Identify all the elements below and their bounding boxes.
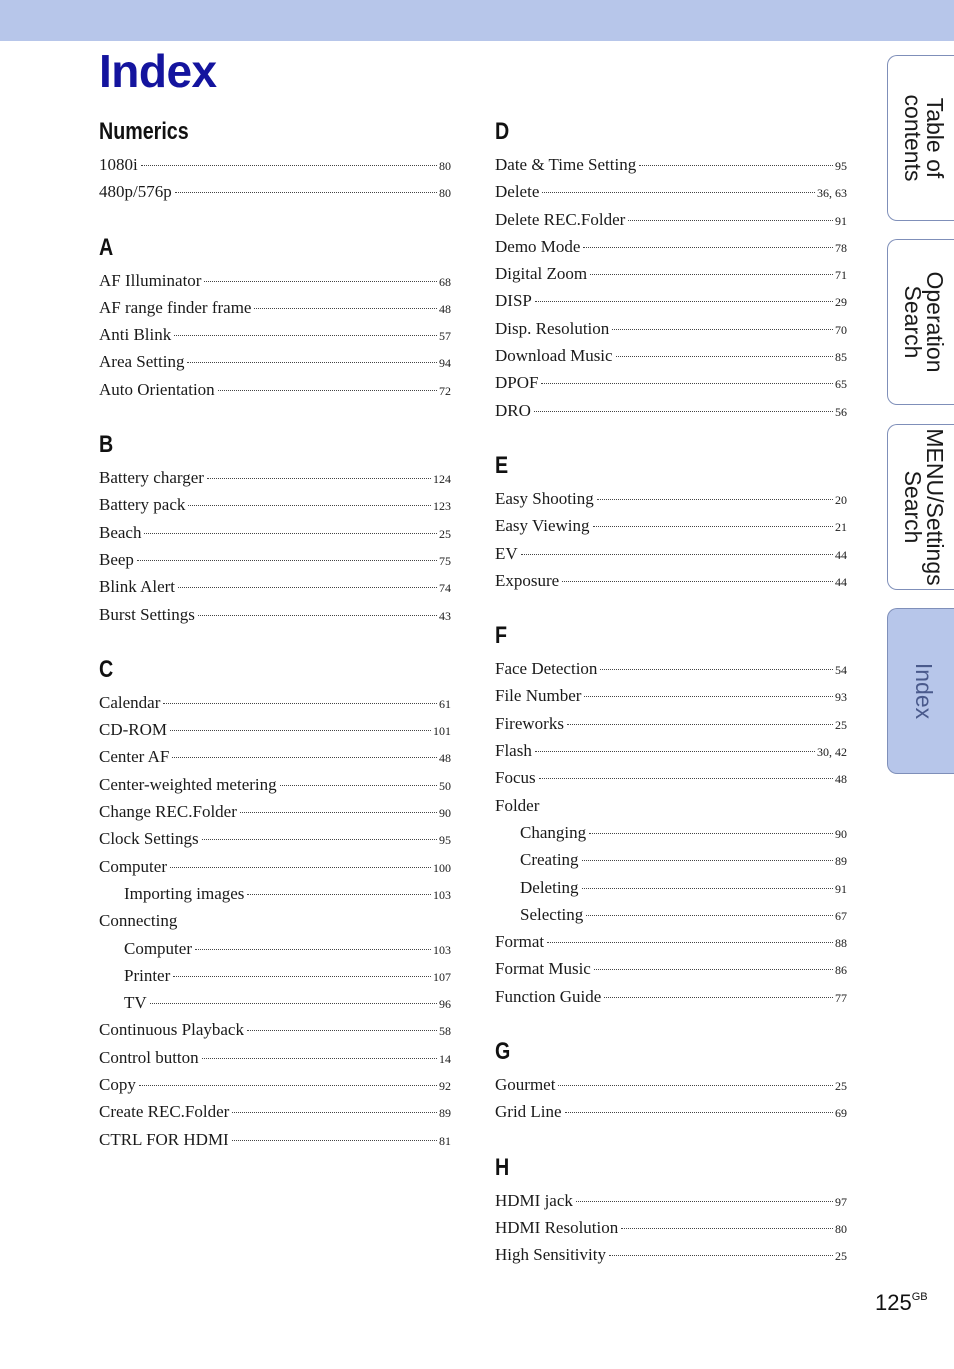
- entry-page: 25: [835, 1079, 847, 1094]
- entry-term: Exposure: [495, 570, 560, 590]
- section-heading: C: [99, 655, 114, 683]
- entry-page: 50: [439, 778, 451, 793]
- section-heading: F: [495, 622, 508, 650]
- index-section: [495, 1154, 847, 1273]
- entry-term: Blink Alert: [99, 577, 176, 597]
- section-heading: H: [495, 1153, 510, 1181]
- entry-page: 43: [439, 608, 451, 623]
- entry-page: 88: [835, 936, 847, 951]
- index-entry[interactable]: [99, 325, 451, 352]
- entry-page: 103: [433, 887, 451, 902]
- index-entry[interactable]: [99, 523, 451, 550]
- dot-leader: [232, 1112, 437, 1113]
- dot-leader: [195, 949, 431, 950]
- index-section: [495, 452, 847, 598]
- index-section: [99, 118, 451, 210]
- page-title: Index: [99, 45, 217, 97]
- entry-page: 80: [835, 1221, 847, 1236]
- index-entry[interactable]: [495, 373, 847, 400]
- entry-page: 56: [835, 404, 847, 419]
- tab-label: Index: [910, 662, 937, 720]
- dot-leader: [593, 526, 833, 527]
- entry-page: 92: [439, 1079, 451, 1094]
- dot-leader: [144, 533, 437, 534]
- entry-page: 71: [835, 268, 847, 283]
- index-entry[interactable]: [495, 796, 847, 823]
- dot-leader: [254, 308, 437, 309]
- entry-page: 30, 42: [817, 745, 847, 760]
- entry-term: AF Illuminator: [99, 270, 202, 290]
- entry-term: Battery pack: [99, 495, 186, 515]
- entry-page: 77: [835, 990, 847, 1005]
- section-heading: G: [495, 1038, 511, 1066]
- entry-term: Control button: [99, 1047, 199, 1067]
- index-entry[interactable]: [99, 1075, 451, 1102]
- entry-term: Fireworks: [495, 713, 564, 733]
- dot-leader: [170, 730, 431, 731]
- entry-term: Area Setting: [99, 352, 185, 372]
- index-entry[interactable]: [495, 210, 847, 237]
- entry-page: 25: [835, 1249, 847, 1264]
- index-section: [495, 118, 847, 428]
- section-heading: Numerics: [99, 118, 189, 145]
- entry-page: 107: [433, 969, 451, 984]
- entry-term: Importing images: [124, 883, 245, 903]
- entry-term: Connecting: [99, 911, 178, 931]
- index-entry[interactable]: [99, 468, 451, 495]
- index-entry[interactable]: [99, 605, 451, 632]
- dot-leader: [594, 969, 833, 970]
- index-entry[interactable]: [495, 850, 847, 877]
- index-entry[interactable]: [495, 571, 847, 598]
- dot-leader: [187, 362, 437, 363]
- entry-term: Delete: [495, 182, 540, 202]
- entry-term: Easy Shooting: [495, 488, 594, 508]
- entry-term: Digital Zoom: [495, 264, 588, 284]
- entry-term: Center-weighted metering: [99, 774, 277, 794]
- entry-page: 80: [439, 159, 451, 173]
- entry-page: 91: [835, 213, 847, 228]
- entry-term: Battery charger: [99, 468, 204, 488]
- tab-table-of-contents[interactable]: [887, 55, 954, 221]
- top-header-bar: [0, 0, 954, 41]
- entry-term: CTRL FOR HDMI: [99, 1129, 229, 1149]
- entry-page: 48: [835, 772, 847, 787]
- entry-term: Selecting: [520, 904, 584, 924]
- entry-page: 25: [439, 526, 451, 541]
- index-entry[interactable]: [99, 1130, 451, 1157]
- index-entry[interactable]: [99, 352, 451, 379]
- entry-page: 74: [439, 581, 451, 596]
- entry-term: Printer: [124, 965, 171, 985]
- entry-term: Beep: [99, 549, 134, 569]
- index-entry[interactable]: [495, 686, 847, 713]
- entry-page: 81: [439, 1133, 451, 1148]
- dot-leader: [539, 778, 833, 779]
- entry-term: Center AF: [99, 747, 170, 767]
- entry-term: CD-ROM: [99, 720, 168, 740]
- index-entry[interactable]: [99, 775, 451, 802]
- dot-leader: [584, 696, 833, 697]
- entry-page: 36, 63: [817, 186, 847, 201]
- entry-term: Function Guide: [495, 986, 602, 1006]
- dot-leader: [247, 894, 431, 895]
- index-entry[interactable]: [99, 380, 451, 407]
- entry-page: 78: [835, 240, 847, 255]
- entry-page: 85: [835, 350, 847, 365]
- index-entry[interactable]: [495, 516, 847, 543]
- dot-leader: [280, 785, 437, 786]
- entry-term: Focus: [495, 768, 536, 788]
- dot-leader: [175, 192, 437, 193]
- dot-leader: [612, 329, 833, 330]
- dot-leader: [582, 860, 833, 861]
- entry-term: Delete REC.Folder: [495, 209, 626, 229]
- entry-term: Calendar: [99, 692, 161, 712]
- index-entry[interactable]: [99, 966, 451, 993]
- index-entry[interactable]: [495, 401, 847, 428]
- index-entry[interactable]: [99, 884, 451, 911]
- index-entry[interactable]: [99, 829, 451, 856]
- index-section: [99, 234, 451, 407]
- entry-page: 100: [433, 860, 451, 875]
- entry-page: 14: [439, 1051, 451, 1066]
- entry-page: 69: [835, 1106, 847, 1121]
- entry-term: EV: [495, 543, 518, 563]
- dot-leader: [137, 560, 437, 561]
- dot-leader: [576, 1201, 833, 1202]
- dot-leader: [590, 274, 833, 275]
- entry-page: 80: [439, 186, 451, 201]
- entry-page: 97: [835, 1194, 847, 1209]
- index-entry[interactable]: [99, 271, 451, 298]
- entry-term: Download Music: [495, 346, 613, 366]
- dot-leader: [207, 478, 431, 479]
- index-entry[interactable]: [99, 1048, 451, 1075]
- entry-term: Auto Orientation: [99, 379, 215, 399]
- entry-term: Computer: [99, 856, 167, 876]
- dot-leader: [597, 499, 833, 500]
- index-entry[interactable]: [99, 1020, 451, 1047]
- dot-leader: [150, 1003, 437, 1004]
- tab-label: Table of contents: [899, 94, 948, 182]
- dot-leader: [240, 812, 437, 813]
- dot-leader: [604, 997, 833, 998]
- dot-leader: [188, 505, 431, 506]
- index-entry[interactable]: [99, 693, 451, 720]
- dot-leader: [141, 165, 437, 166]
- section-heading: A: [99, 233, 114, 261]
- entry-term: Flash: [495, 741, 532, 761]
- dot-leader: [609, 1255, 833, 1256]
- entry-page: 94: [439, 356, 451, 371]
- index-entry[interactable]: [99, 747, 451, 774]
- index-entry[interactable]: [495, 987, 847, 1014]
- dot-leader: [163, 703, 437, 704]
- entry-page: 65: [835, 377, 847, 392]
- index-entry[interactable]: [495, 905, 847, 932]
- index-entry[interactable]: [495, 768, 847, 795]
- entry-page: 86: [835, 963, 847, 978]
- entry-page: 54: [835, 663, 847, 678]
- entry-term: AF range finder frame: [99, 297, 252, 317]
- index-entry[interactable]: [495, 1191, 847, 1218]
- dot-leader: [542, 192, 815, 193]
- entry-term: Disp. Resolution: [495, 318, 610, 338]
- entry-term: Computer: [124, 938, 192, 958]
- index-entry[interactable]: [99, 550, 451, 577]
- entry-term: HDMI Resolution: [495, 1217, 619, 1237]
- index-entry[interactable]: [495, 741, 847, 768]
- index-entry[interactable]: [99, 802, 451, 829]
- index-entry[interactable]: [495, 319, 847, 346]
- entry-page: 70: [835, 322, 847, 337]
- index-entry[interactable]: [495, 155, 847, 182]
- entry-term: Anti Blink: [99, 325, 172, 345]
- dot-leader: [600, 669, 833, 670]
- page-number: [875, 1290, 928, 1316]
- index-entry[interactable]: [495, 823, 847, 850]
- entry-page: 75: [439, 553, 451, 568]
- entry-term: Format Music: [495, 959, 591, 979]
- entry-page: 68: [439, 274, 451, 289]
- index-entry[interactable]: [495, 264, 847, 291]
- index-entry[interactable]: [99, 182, 451, 209]
- entry-term: HDMI jack: [495, 1190, 573, 1210]
- index-entry[interactable]: [495, 1218, 847, 1245]
- entry-page: 48: [439, 301, 451, 316]
- entry-term: Copy: [99, 1075, 136, 1095]
- entry-term: High Sensitivity: [495, 1245, 606, 1265]
- entry-page: 67: [835, 908, 847, 923]
- dot-leader: [583, 247, 833, 248]
- entry-page: 72: [439, 383, 451, 398]
- dot-leader: [232, 1140, 437, 1141]
- dot-leader: [247, 1030, 437, 1031]
- index-entry[interactable]: [99, 911, 451, 938]
- entry-page: 95: [835, 159, 847, 173]
- dot-leader: [521, 554, 833, 555]
- index-entry[interactable]: [99, 1102, 451, 1129]
- dot-leader: [534, 411, 833, 412]
- dot-leader: [621, 1228, 833, 1229]
- entry-term: Demo Mode: [495, 236, 581, 256]
- index-section: [99, 656, 451, 1157]
- index-entry[interactable]: [99, 857, 451, 884]
- index-entry[interactable]: [495, 1245, 847, 1272]
- entry-page: 89: [835, 854, 847, 869]
- entry-page: 123: [433, 499, 451, 514]
- entry-page: 124: [433, 472, 451, 487]
- dot-leader: [547, 942, 833, 943]
- entry-term: Clock Settings: [99, 829, 199, 849]
- index-entry[interactable]: [495, 237, 847, 264]
- entry-term: Deleting: [520, 877, 579, 897]
- tab-menu-settings-search[interactable]: [887, 424, 954, 590]
- entry-term: Create REC.Folder: [99, 1102, 230, 1122]
- index-entry[interactable]: [495, 932, 847, 959]
- index-entry[interactable]: [495, 489, 847, 516]
- dot-leader: [174, 335, 437, 336]
- tab-label: MENU/Settings Search: [899, 428, 948, 586]
- dot-leader: [204, 281, 437, 282]
- entry-term: Continuous Playback: [99, 1020, 244, 1040]
- index-entry[interactable]: [99, 577, 451, 604]
- index-column-left: [99, 118, 451, 1157]
- entry-term: Changing: [520, 822, 587, 842]
- page-number-suffix: GB: [911, 1290, 928, 1303]
- entry-term: File Number: [495, 686, 582, 706]
- tab-label: Operation Search: [899, 271, 948, 373]
- entry-page: 48: [439, 751, 451, 766]
- index-entry[interactable]: [495, 182, 847, 209]
- entry-term: Creating: [520, 850, 579, 870]
- dot-leader: [558, 1085, 833, 1086]
- index-entry[interactable]: [495, 291, 847, 318]
- index-entry[interactable]: [495, 959, 847, 986]
- entry-term: Burst Settings: [99, 604, 195, 624]
- entry-page: 90: [835, 826, 847, 841]
- entry-term: Face Detection: [495, 659, 598, 679]
- entry-term: TV: [124, 993, 147, 1013]
- entry-page: 29: [835, 295, 847, 310]
- index-entry[interactable]: [495, 1075, 847, 1102]
- dot-leader: [639, 165, 833, 166]
- entry-page: 103: [433, 942, 451, 957]
- dot-leader: [616, 356, 833, 357]
- index-entry[interactable]: [99, 155, 451, 182]
- index-entry[interactable]: [495, 1102, 847, 1129]
- entry-page: 61: [439, 696, 451, 711]
- entry-term: Change REC.Folder: [99, 802, 237, 822]
- entry-term: DPOF: [495, 373, 539, 393]
- dot-leader: [172, 757, 437, 758]
- index-entry[interactable]: [495, 346, 847, 373]
- entry-page: 90: [439, 806, 451, 821]
- dot-leader: [218, 390, 437, 391]
- entry-page: 21: [835, 520, 847, 535]
- index-entry[interactable]: [99, 939, 451, 966]
- entry-page: 44: [835, 547, 847, 562]
- dot-leader: [198, 615, 437, 616]
- index-section: [99, 431, 451, 632]
- index-entry[interactable]: [495, 659, 847, 686]
- entry-page: 20: [835, 492, 847, 507]
- dot-leader: [535, 301, 833, 302]
- index-entry[interactable]: [99, 298, 451, 325]
- dot-leader: [589, 833, 833, 834]
- dot-leader: [139, 1085, 437, 1086]
- entry-term: Gourmet: [495, 1075, 556, 1095]
- entry-term: DRO: [495, 400, 531, 420]
- entry-page: 95: [439, 833, 451, 848]
- tab-index[interactable]: [887, 608, 954, 774]
- index-entry[interactable]: [495, 878, 847, 905]
- entry-page: 44: [835, 574, 847, 589]
- entry-page: 96: [439, 997, 451, 1012]
- entry-page: 101: [433, 724, 451, 739]
- section-heading: E: [495, 451, 509, 479]
- dot-leader: [565, 1112, 833, 1113]
- index-entry[interactable]: [99, 993, 451, 1020]
- entry-term: 1080i: [99, 155, 138, 174]
- index-column-right: [495, 118, 847, 1273]
- index-entry[interactable]: [99, 720, 451, 747]
- dot-leader: [628, 220, 833, 221]
- dot-leader: [202, 1058, 437, 1059]
- dot-leader: [586, 915, 833, 916]
- index-section: [495, 622, 847, 1014]
- entry-page: 25: [835, 717, 847, 732]
- dot-leader: [202, 839, 437, 840]
- entry-term: Date & Time Setting: [495, 155, 637, 174]
- index-section: [495, 1038, 847, 1130]
- section-heading: D: [495, 118, 510, 145]
- dot-leader: [582, 888, 833, 889]
- entry-page: 57: [439, 329, 451, 344]
- dot-leader: [535, 751, 815, 752]
- entry-term: 480p/576p: [99, 182, 172, 202]
- index-entry[interactable]: [99, 495, 451, 522]
- entry-page: 93: [835, 690, 847, 705]
- entry-term: Beach: [99, 522, 142, 542]
- dot-leader: [170, 867, 431, 868]
- entry-page: 89: [439, 1106, 451, 1121]
- entry-term: Easy Viewing: [495, 516, 590, 536]
- dot-leader: [178, 587, 437, 588]
- entry-term: Folder: [495, 795, 540, 815]
- page-number-value: 125: [875, 1290, 912, 1315]
- index-entry[interactable]: [495, 714, 847, 741]
- entry-term: Grid Line: [495, 1102, 562, 1122]
- entry-page: 58: [439, 1024, 451, 1039]
- dot-leader: [173, 976, 431, 977]
- index-entry[interactable]: [495, 544, 847, 571]
- dot-leader: [541, 383, 833, 384]
- entry-term: Format: [495, 932, 545, 952]
- entry-term: DISP: [495, 291, 532, 311]
- tab-operation-search[interactable]: [887, 239, 954, 405]
- dot-leader: [562, 581, 833, 582]
- dot-leader: [567, 724, 833, 725]
- entry-page: 91: [835, 881, 847, 896]
- section-heading: B: [99, 431, 114, 459]
